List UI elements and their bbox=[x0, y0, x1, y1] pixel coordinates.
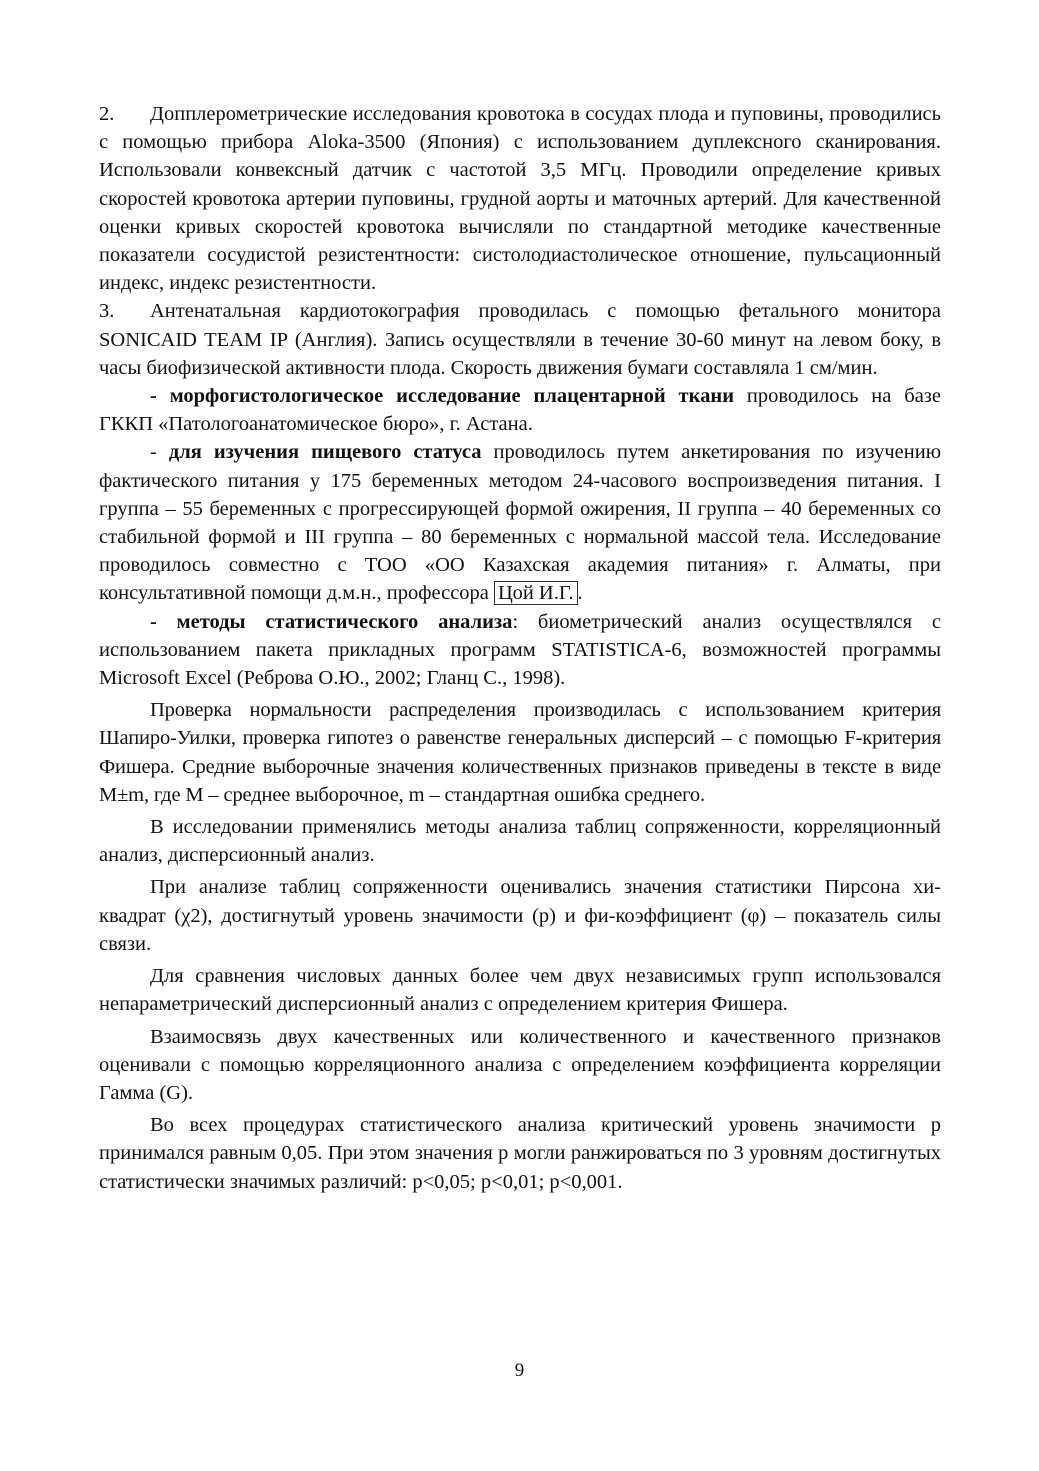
paragraph-text: Взаимосвязь двух качественных или количественного и качественного признаков оценивали с помощью корреляционного анализа с определением коэффициента корреляции Гамма (G). bbox=[99, 1025, 941, 1104]
document-body bbox=[99, 100, 941, 1196]
highlighted-name: Цой И.Г. bbox=[494, 581, 577, 605]
paragraph-text: Антенатальная кардиотокография проводилась с помощью фетального монитора SONICAID TEAM IP (Англия). Запись осуществляли в течение 30-60 минут на левом боку, в часы биофизической активности плода. Скорость движения бумаги составляла 1 см/мин. bbox=[99, 300, 941, 379]
paragraph-anova bbox=[99, 962, 941, 1018]
paragraph-pearson bbox=[99, 873, 941, 958]
paragraph-ctg bbox=[99, 297, 941, 382]
paragraph-significance bbox=[99, 1111, 941, 1196]
paragraph-text: проводилось на базе ГККП «Патологоанатомическое бюро», г. Астана. bbox=[99, 385, 941, 436]
paragraph-text: проводилось путем анкетирования по изучению фактического питания у 175 беременных методом 24-часового воспроизведения питания. I группа – 55 беременных с прогрессирующей формой ожирения, II группа – 40 беременных со стабильной формой и III группа – 80 беременных с нормальной массой тела. Исследование проводилось совместно с ТОО «ОО Казахская академия питания» г. Алматы, при консультативной помощи д.м.н., профессора bbox=[99, 441, 942, 605]
paragraph-text: Во всех процедурах статистического анализа критический уровень значимости р принимался равным 0,05. При этом значения р могли ранжироваться по 3 уровням достигнутых статистически значимых различий: р<0,05; р<0,01; р<0,001. bbox=[99, 1114, 941, 1193]
paragraph-text: Допплерометрические исследования кровотока в сосудах плода и пуповины, проводились с помощью прибора Aloka-3500 (Япония) с использованием дуплексного сканирования. Использовали конвексный датчик с частотой 3,5 МГц. Проводили определение кривых скоростей кровотока артерии пуповины, грудной аорты и маточных артерий. Для качественной оценки кривых скоростей кровотока вычисляли по стандартной методике качественные показатели сосудистой резистентности: систолодиастолическое отношение, пульсационный индекс, индекс резистентности. bbox=[99, 103, 941, 295]
paragraph-correlation bbox=[99, 1023, 941, 1108]
list-number: 3. bbox=[99, 300, 115, 323]
list-number: 2. bbox=[99, 103, 115, 125]
paragraph-contingency bbox=[99, 813, 941, 869]
paragraph-morphology bbox=[99, 382, 941, 438]
sentence-end: . bbox=[577, 582, 583, 605]
paragraph-text: При анализе таблиц сопряженности оценивались значения статистики Пирсона хи-квадрат (χ2), достигнутый уровень значимости (р) и фи-коэффициент (φ) – показатель силы связи. bbox=[99, 876, 941, 955]
bold-heading: для изучения пищевого статуса bbox=[168, 441, 482, 464]
paragraph-normality bbox=[99, 696, 941, 809]
paragraph-text: Проверка нормальности распределения производилась с использованием критерия Шапиро-Уилки, проверка гипотез о равенстве генеральных дисперсий – с помощью F-критерия Фишера. Средние выборочные значения количественных признаков приведены в тексте в виде M±m, где M – среднее выборочное, m – стандартная ошибка среднего. bbox=[99, 699, 941, 806]
bold-heading: - методы статистического анализа bbox=[150, 610, 513, 633]
dash-prefix: - bbox=[150, 441, 169, 464]
paragraph-text: Для сравнения числовых данных более чем двух независимых групп использовался непараметрический дисперсионный анализ с определением критерия Фишера. bbox=[99, 965, 941, 1016]
paragraph-doppler bbox=[99, 100, 941, 297]
bold-heading: - морфогистологическое исследование плацентарной ткани bbox=[150, 385, 735, 408]
paragraph-statistics-methods bbox=[99, 608, 941, 693]
page-number: 9 bbox=[514, 1360, 525, 1381]
paragraph-text: В исследовании применялись методы анализа таблиц сопряженности, корреляционный анализ, дисперсионный анализ. bbox=[99, 816, 941, 867]
paragraph-text: : биометрический анализ осуществлялся с использованием пакета прикладных программ STATISTICA-6, возможностей программы Microsoft Excel (Реброва О.Ю., 2002; Гланц С., 1998). bbox=[99, 610, 941, 690]
paragraph-nutrition bbox=[99, 438, 941, 607]
